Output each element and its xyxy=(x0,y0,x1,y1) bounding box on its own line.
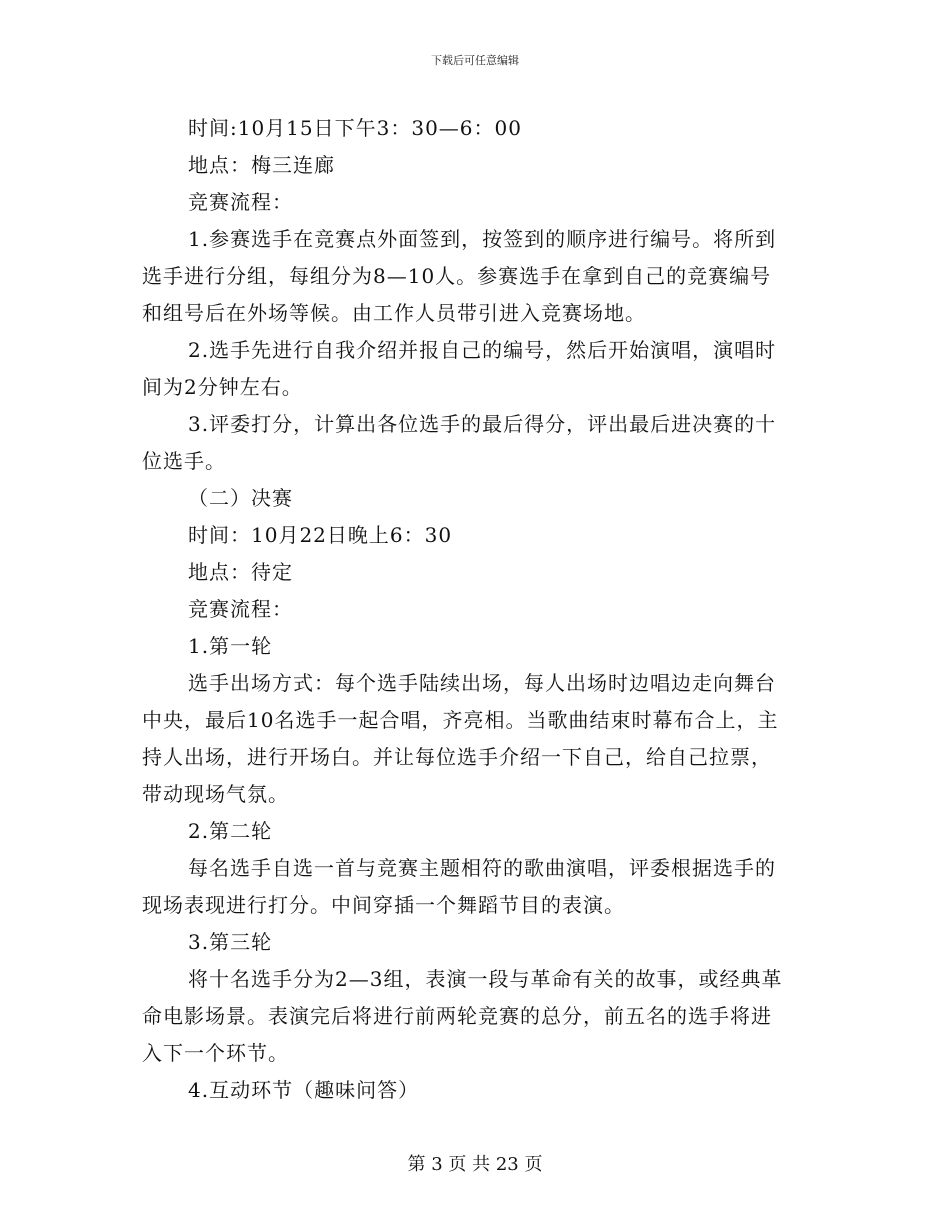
round-1-text-line-4: 带动现场气氛。 xyxy=(142,782,289,806)
paragraph-step-3-line-2: 位选手。 xyxy=(142,449,226,473)
round-4-heading: 4.互动环节（趣味问答） xyxy=(188,1078,420,1102)
paragraph-process-heading-prelim: 竞赛流程： xyxy=(188,190,293,214)
paragraph-step-1-line-1: 1.参赛选手在竞赛点外面签到，按签到的顺序进行编号。将所到 xyxy=(188,227,777,251)
paragraph-step-2-line-2: 间为2分钟左右。 xyxy=(142,375,303,399)
paragraph-time-prelim: 时间:10月15日下午3：30—6：00 xyxy=(188,116,522,140)
round-2-text-line-1: 每名选手自选一首与竞赛主题相符的歌曲演唱，评委根据选手的 xyxy=(188,856,776,880)
round-3-text-line-2: 命电影场景。表演完后将进行前两轮竞赛的总分，前五名的选手将进 xyxy=(142,1004,772,1028)
paragraph-step-1-line-3: 和组号后在外场等候。由工作人员带引进入竞赛场地。 xyxy=(142,301,646,325)
round-2-heading: 2.第二轮 xyxy=(188,819,273,843)
round-3-heading: 3.第三轮 xyxy=(188,930,273,954)
paragraph-step-1-line-2: 选手进行分组，每组分为8—10人。参赛选手在拿到自己的竞赛编号 xyxy=(142,264,772,288)
paragraph-step-3-line-1: 3.评委打分，计算出各位选手的最后得分，评出最后进决赛的十 xyxy=(188,412,777,436)
paragraph-step-2-line-1: 2.选手先进行自我介绍并报自己的编号，然后开始演唱，演唱时 xyxy=(188,338,777,362)
section-heading-final: （二）决赛 xyxy=(188,486,293,510)
document-body xyxy=(142,110,810,1109)
round-1-heading: 1.第一轮 xyxy=(188,634,273,658)
round-1-text-line-1: 选手出场方式：每个选手陆续出场，每人出场时边唱边走向舞台 xyxy=(188,671,776,695)
page-footer: 第 3 页 共 23 页 xyxy=(407,1154,543,1175)
round-3-text-line-3: 入下一个环节。 xyxy=(142,1041,289,1065)
paragraph-process-heading-final: 竞赛流程： xyxy=(188,597,293,621)
paragraph-location-prelim: 地点：梅三连廊 xyxy=(188,153,335,177)
paragraph-time-final: 时间：10月22日晚上6：30 xyxy=(188,523,453,547)
page-header: 下载后可任意编辑 xyxy=(431,54,519,67)
round-3-text-line-1: 将十名选手分为2—3组，表演一段与革命有关的故事，或经典革 xyxy=(188,967,783,991)
round-1-text-line-2: 中央，最后10名选手一起合唱，齐亮相。当歌曲结束时幕布合上，主 xyxy=(142,708,779,732)
paragraph-location-final: 地点：待定 xyxy=(188,560,293,584)
round-2-text-line-2: 现场表现进行打分。中间穿插一个舞蹈节目的表演。 xyxy=(142,893,625,917)
round-1-text-line-3: 持人出场，进行开场白。并让每位选手介绍一下自己，给自己拉票， xyxy=(142,745,772,769)
